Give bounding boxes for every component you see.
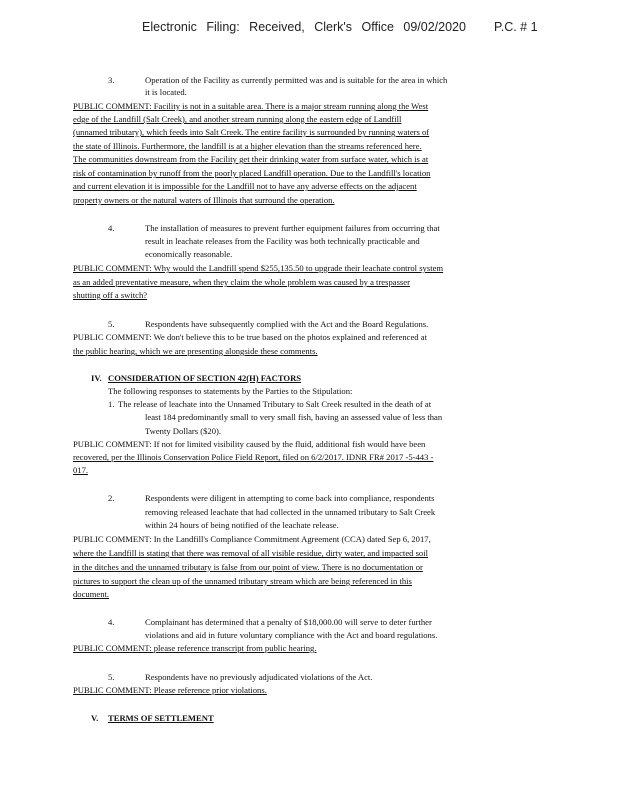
stipulation-text: least 184 predominantly small to very small fish, having an assessed value of less than (145, 412, 443, 422)
public-comment: PUBLIC COMMENT: please reference transcript from public hearing. (73, 643, 317, 653)
section-numeral: V. (91, 713, 99, 723)
item-number: 5. (108, 672, 115, 682)
stipulation-text: The release of leachate into the Unnamed Tributary to Salt Creek resulted in the death of at (118, 399, 432, 409)
stipulation-text: Respondents have no previously adjudicated violations of the Act. (145, 672, 373, 682)
public-comment: PUBLIC COMMENT: If not for limited visibility caused by the fluid, additional fish would have been (73, 439, 426, 449)
item-number: 3. (108, 75, 115, 85)
public-comment: The communities downstream from the Facility get their drinking water from surface water, which is at (73, 154, 429, 164)
stipulation-text: result in leachate releases from the Facility was both technically practicable and (145, 236, 420, 246)
public-comment: property owners or the natural waters of Illinois that surround the operation. (73, 195, 335, 205)
item-number: 5. (108, 319, 115, 329)
stipulation-text: violations and aid in future voluntary compliance with the Act and board regulations. (145, 630, 438, 640)
public-comment: 017. (73, 465, 89, 475)
stipulation-text: removing released leachate that had collected in the unnamed tributary to Salt Creek (145, 507, 436, 517)
stipulation-text: The installation of measures to prevent further equipment failures from occurring that (145, 223, 440, 233)
item-number: 4. (108, 223, 115, 233)
public-comment: the state of Illinois. Furthermore, the landfill is at a higher elevation than the streams referenced here. (73, 141, 422, 151)
filing-stamp: Electronic Filing: Received, Clerk's Office 09/02/2020 (142, 20, 466, 34)
stipulation-text: it is located. (145, 87, 187, 97)
stipulation-text: Respondents were diligent in attempting to come back into compliance, respondents (145, 493, 435, 503)
public-comment: PUBLIC COMMENT: In the Landfill's Compliance Commitment Agreement (CCA) dated Sep 6, 2017, (73, 534, 431, 544)
public-comment: as an added preventative measure, when they claim the whole problem was caused by a trespasser (73, 277, 410, 287)
public-comment: PUBLIC COMMENT: Why would the Landfill spend $255,135.50 to upgrade their leachate control system (73, 263, 444, 273)
stipulation-text: economically reasonable. (145, 249, 233, 259)
public-comment: where the Landfill is stating that there was removal of all visible residue, dirty water, and impacted soil (73, 548, 428, 558)
section-title: CONSIDERATION OF SECTION 42(H) FACTORS (108, 373, 302, 383)
public-comment: the public hearing, which we are presenting alongside these comments. (73, 346, 318, 356)
page-header (0, 20, 618, 38)
section-numeral: IV. (91, 373, 102, 383)
item-number: 2. (108, 493, 115, 503)
public-comment: PUBLIC COMMENT: Please reference prior violations. (73, 685, 267, 695)
public-comment: shutting off a switch? (73, 290, 148, 300)
public-comment: in the ditches and the unnamed tributary is false from our point of view. There is no documentation or (73, 562, 423, 572)
stipulation-text: Twenty Dollars ($20). (145, 426, 222, 436)
public-comment: document. (73, 589, 110, 599)
section-intro: The following responses to statements by the Parties to the Stipulation: (108, 386, 353, 396)
stipulation-text: Respondents have subsequently complied with the Act and the Board Regulations. (145, 319, 429, 329)
stipulation-text: Operation of the Facility as currently permitted was and is suitable for the area in which (145, 75, 448, 85)
public-comment: edge of the Landfill (Salt Creek), and another stream running along the eastern edge of Landfill (73, 114, 402, 124)
public-comment: (unnamed tributary), which feeds into Salt Creek. The entire facility is surrounded by running waters of (73, 127, 430, 137)
public-comment: pictures to support the clean up of the unnamed tributary stream which are being referenced in this (73, 576, 412, 586)
page-code: P.C. # 1 (494, 20, 538, 34)
public-comment: risk of contamination by runoff from the poorly placed Landfill operation. Due to the Landfill's location (73, 168, 431, 178)
item-number: 1. (108, 399, 115, 409)
stipulation-text: Complainant has determined that a penalty of $18,000.00 will serve to deter further (145, 617, 432, 627)
public-comment: PUBLIC COMMENT: We don't believe this to be true based on the photos explained and referenced at (73, 332, 427, 342)
item-number: 4. (108, 617, 115, 627)
public-comment: and current elevation it is impossible for the Landfill not to have any adverse effects on the adjacent (73, 181, 417, 191)
section-title: TERMS OF SETTLEMENT (108, 713, 214, 723)
public-comment: PUBLIC COMMENT: Facility is not in a suitable area. There is a major stream running along the West (73, 101, 429, 111)
stipulation-text: within 24 hours of being notified of the leachate release. (145, 520, 339, 530)
public-comment: recovered, per the Illinois Conservation Police Field Report, filed on 6/2/2017. IDNR FR# 2017 -5-443 - (73, 452, 434, 462)
